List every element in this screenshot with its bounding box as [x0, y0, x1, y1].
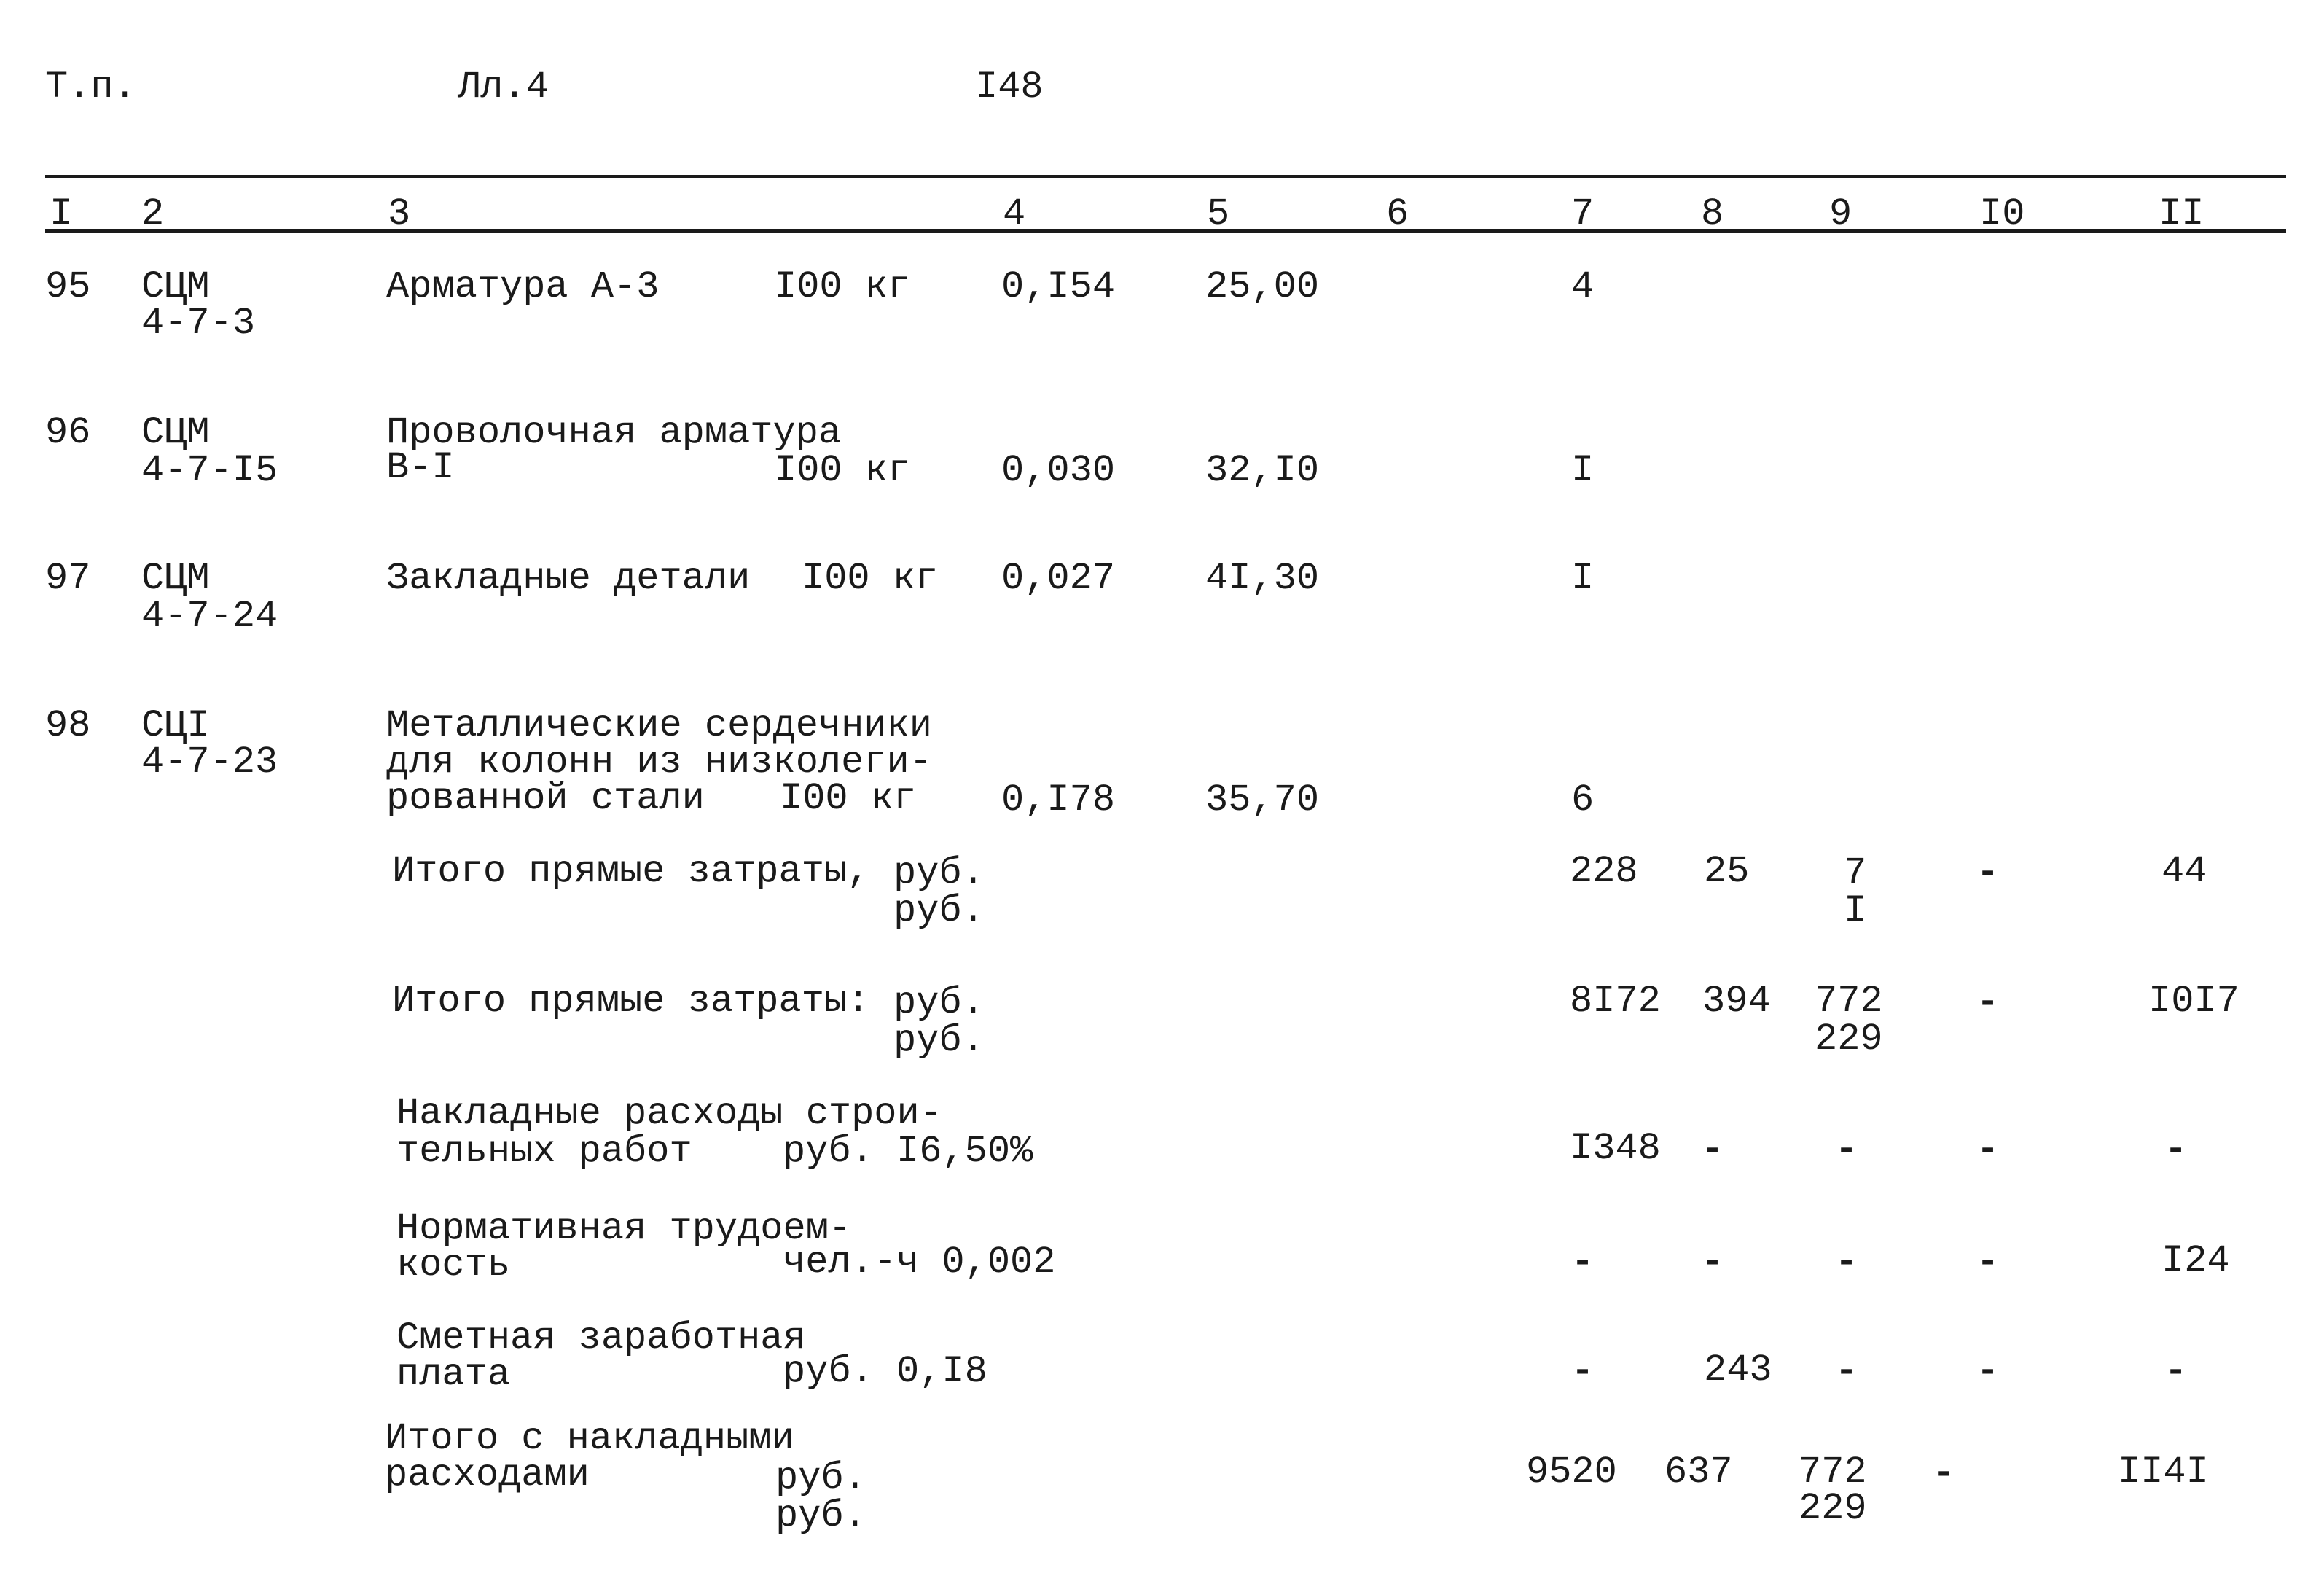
- total-column-8: 394: [1702, 980, 1771, 1023]
- total-column-11: -: [2164, 1350, 2188, 1393]
- norm-code-number: 4-7-3: [141, 302, 256, 345]
- total-column-11: I0I7: [2148, 980, 2239, 1023]
- total-column-9: I: [1844, 889, 1867, 932]
- column-number: 8: [1701, 192, 1724, 235]
- column-number: 4: [1003, 192, 1026, 235]
- item-quantity: 0,030: [1001, 449, 1116, 492]
- total-column-7: I348: [1570, 1127, 1661, 1170]
- item-unit: I00 кг: [774, 449, 911, 492]
- total-label: расходами: [385, 1454, 590, 1497]
- total-label: тельных работ: [396, 1130, 692, 1173]
- total-unit: руб.: [893, 1019, 985, 1062]
- table-top-rule: [45, 175, 2286, 178]
- total-column-9: 772: [1815, 980, 1883, 1023]
- item-unit: I00 кг: [774, 265, 911, 308]
- total-column-11: 44: [2161, 850, 2207, 893]
- total-label: Итого прямые затраты,: [392, 850, 870, 893]
- norm-code: СЦМ: [141, 557, 210, 600]
- total-label: Итого прямые затраты:: [392, 980, 870, 1023]
- total-column-10: -: [1933, 1452, 1956, 1495]
- total-column-7: 228: [1570, 850, 1638, 893]
- item-column-7: I: [1571, 449, 1595, 492]
- norm-code: СЦМ: [141, 265, 210, 308]
- total-label: Сметная заработная: [396, 1316, 806, 1359]
- row-number: 95: [45, 265, 91, 308]
- norm-code: СЦI: [141, 704, 210, 747]
- total-label: Итого с накладными: [385, 1417, 794, 1460]
- item-unit: I00 кг: [802, 557, 939, 600]
- total-column-7: 9520: [1526, 1451, 1617, 1494]
- column-number: I0: [1979, 192, 2025, 235]
- total-column-7: -: [1571, 1241, 1595, 1284]
- total-unit: руб.: [775, 1494, 866, 1537]
- item-unit: I00 кг: [780, 777, 917, 820]
- total-column-10: -: [1976, 1350, 2000, 1393]
- total-unit: руб.: [775, 1456, 866, 1499]
- total-unit: руб.: [893, 981, 985, 1024]
- item-unit-price: 32,I0: [1205, 449, 1320, 492]
- total-label: Нормативная трудоем-: [396, 1207, 852, 1250]
- total-column-8: 637: [1664, 1451, 1733, 1494]
- total-label: плата: [396, 1353, 511, 1396]
- column-number: 9: [1829, 192, 1852, 235]
- total-column-7: -: [1571, 1350, 1595, 1393]
- column-number: 6: [1386, 192, 1409, 235]
- total-column-11: -: [2164, 1128, 2188, 1171]
- item-column-7: 6: [1571, 779, 1595, 822]
- row-number: 98: [45, 704, 91, 747]
- item-description: рованной стали: [386, 777, 705, 820]
- total-column-9: -: [1835, 1128, 1858, 1171]
- item-column-7: 4: [1571, 265, 1595, 308]
- total-column-10: -: [1976, 1241, 2000, 1284]
- total-column-9: 7: [1844, 851, 1867, 894]
- total-column-9: -: [1835, 1350, 1858, 1393]
- column-number: 3: [388, 192, 411, 235]
- item-description: В-I: [386, 446, 455, 489]
- page-number: I48: [975, 66, 1044, 109]
- total-column-10: -: [1976, 1128, 2000, 1171]
- item-quantity: 0,027: [1001, 557, 1116, 600]
- column-number: 2: [141, 192, 165, 235]
- column-number: II: [2159, 192, 2204, 235]
- total-unit: руб. I6,50%: [783, 1130, 1033, 1173]
- item-description: для колонн из низколеги-: [386, 741, 932, 784]
- item-column-7: I: [1571, 557, 1595, 600]
- header-bottom-rule: [45, 229, 2286, 233]
- norm-code: СЦМ: [141, 411, 210, 454]
- total-column-8: -: [1701, 1128, 1724, 1171]
- total-unit: руб. 0,I8: [783, 1350, 987, 1393]
- item-description: Металлические сердечники: [386, 704, 932, 747]
- column-number: 7: [1571, 192, 1595, 235]
- item-unit-price: 25,00: [1205, 265, 1320, 308]
- total-column-8: -: [1701, 1241, 1724, 1284]
- norm-code-number: 4-7-I5: [141, 449, 278, 492]
- item-description: Закладные детали: [386, 557, 751, 600]
- total-column-11: I24: [2161, 1239, 2230, 1282]
- total-label: кость: [396, 1244, 511, 1287]
- norm-code-number: 4-7-23: [141, 741, 278, 784]
- item-unit-price: 4I,30: [1205, 557, 1320, 600]
- column-number: I: [50, 192, 73, 235]
- column-number: 5: [1207, 192, 1230, 235]
- sheet-label: Лл.4: [458, 66, 549, 109]
- total-label: Накладные расходы строи-: [396, 1092, 942, 1135]
- total-column-8: 25: [1704, 850, 1750, 893]
- total-column-10: -: [1976, 851, 2000, 894]
- total-unit: руб.: [893, 889, 985, 932]
- item-quantity: 0,I78: [1001, 779, 1116, 822]
- total-column-9: 772: [1799, 1451, 1867, 1494]
- total-column-11: II4I: [2118, 1451, 2209, 1494]
- total-column-10: -: [1976, 981, 2000, 1024]
- total-column-9: 229: [1815, 1018, 1883, 1061]
- norm-code-number: 4-7-24: [141, 595, 278, 638]
- total-unit: руб.: [893, 851, 985, 894]
- total-column-7: 8I72: [1570, 980, 1661, 1023]
- document-type: Т.п.: [45, 66, 136, 109]
- item-unit-price: 35,70: [1205, 779, 1320, 822]
- item-description: Арматура А-3: [386, 265, 660, 308]
- total-column-9: -: [1835, 1241, 1858, 1284]
- row-number: 97: [45, 557, 91, 600]
- total-column-9: 229: [1799, 1487, 1867, 1530]
- item-quantity: 0,I54: [1001, 265, 1116, 308]
- total-column-8: 243: [1704, 1349, 1772, 1392]
- item-description: Проволочная арматура: [386, 411, 842, 454]
- row-number: 96: [45, 411, 91, 454]
- total-unit: чел.-ч 0,002: [783, 1241, 1056, 1284]
